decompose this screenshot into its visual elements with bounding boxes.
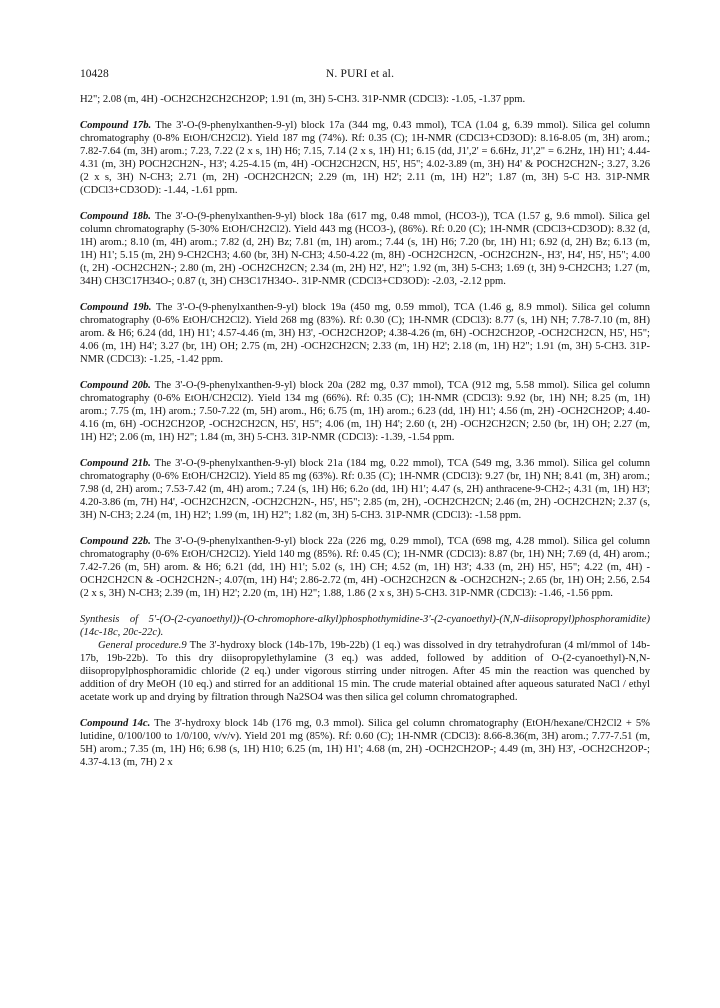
- paragraph-text: The 3'-O-(9-phenylxanthen-9-yl) block 21a (184 mg, 0.22 mmol), TCA (549 mg, 3.36 mmol). Silica gel column chromatography (0-6% EtOH/CH2Cl2). Yield 85 mg (63%). Rf: 0.35 (C); 1H-NMR (CDCl3): 9.27 (br, 1H) NH; 8.41 (m, 3H) arom.; 7.98 (d, 2H) arom.; 7.53-7.42 (m, 4H) arom.; 7.24 (s, 1H) H6; 6.2o (dd, 1H) H1'; 4.47 (s, 2H) anthracene-9-CH2-; 4.31 (m, 1H) H3'; 4.20-3.86 (m, 7H) H4', -OCH2CH2CN, -OCH2CH2N-, H5', H5"; 2.85 (m, 2H), -OCH2CH2CN; 2.46 (m, 2H) -OCH2CH2N; 2.37 (s, 3H) N-CH3; 2.24 (m, 1H) H2'; 1.99 (m, 1H) H2"; 1.82 (m, 3H) 5-CH3. 31P-NMR (CDCl3): -1.58 ppm.: [80, 458, 651, 521]
- paragraph-compound-20b: [80, 379, 650, 444]
- compound-label: Compound 20b.: [80, 380, 151, 391]
- paragraph-compound-21b: [80, 457, 650, 522]
- compound-label: Compound 18b.: [80, 211, 151, 222]
- paragraph-compound-18b: [80, 210, 650, 288]
- paragraph-text: The 3'-O-(9-phenylxanthen-9-yl) block 22a (226 mg, 0.29 mmol), TCA (698 mg, 4.28 mmol). Silica gel column chromatography (0-6% EtOH/CH2Cl2). Yield 140 mg (85%). Rf: 0.45 (C); 1H-NMR (CDCl3): 8.87 (br, 1H) NH; 7.69 (d, 4H) arom.; 7.42-7.26 (m, 5H) arom. & H6; 6.21 (dd, 1H) H1'; 5.02 (s, 1H) CH; 4.52 (m, 1H) H3'; 4.33 (m, 2H) H5', H5"; 4.22 (m, 4H) -OCH2CH2CN & -OCH2CH2N-; 4.07(m, 1H) H4'; 2.86-2.72 (m, 4H) -OCH2CH2CN & -OCH2CH2N-; 2.65 (br, 1H) OH; 2.56, 2.54 (2 x s, 3H) N-CH3; 2.39 (m, 1H) H2'; 2.20 (m, 1H) H2"; 1.88, 1.86 (2 x s, 3H) 5-CH3. 31P-NMR (CDCl3): -1.46, -1.56 ppm.: [80, 536, 651, 599]
- paragraph-text: The 3'-O-(9-phenylxanthen-9-yl) block 20a (282 mg, 0.37 mmol), TCA (912 mg, 5.58 mmol). Silica gel column chromatography (0-6% EtOH/CH2Cl2). Yield 134 mg (66%). Rf: 0.35 (C); 1H-NMR (CDCl3): 9.92 (br, 1H) NH; 8.25 (m, 1H) arom.; 7.75 (m, 1H) arom.; 7.50-7.22 (m, 5H) arom., H6; 6.75 (m, 1H) arom.; 6.23 (dd, 1H) H1'; 4.56 (m, 2H) -OCH2CH2OP; 4.40-4.16 (m, 6H) -OCH2CH2OP, -OCH2CH2CN, H5', H5"; 4.06 (m, 1H) H4'; 2.60 (t, 2H) -OCH2CH2CN; 2.50 (br, 1H) OH; 2.27 (m, 1H) H2'; 2.06 (m, 1H) H2"; 1.84 (m, 3H) 5-CH3. 31P-NMR (CDCl3): -1.39, -1.54 ppm.: [80, 380, 651, 443]
- paragraph-text: H2"; 2.08 (m, 4H) -OCH2CH2CH2CH2OP; 1.91 (m, 3H) 5-CH3. 31P-NMR (CDCl3): -1.05, -1.37 ppm.: [80, 94, 526, 105]
- paragraph-compound-19b: [80, 301, 650, 366]
- paragraph-compound-14c: [80, 717, 650, 769]
- paragraph-general-procedure: [80, 639, 650, 704]
- compound-label: Compound 14c.: [80, 718, 151, 729]
- paragraph-compound-17b: [80, 119, 650, 197]
- compound-label: Compound 22b.: [80, 536, 151, 547]
- general-procedure-label: General procedure.9: [98, 640, 187, 651]
- paragraph-text: The 3'-hydroxy block 14b (176 mg, 0.3 mmol). Silica gel column chromatography (EtOH/hexane/CH2Cl2 + 5% lutidine, 0/100/100 to 1/0/100, v/v/v). Yield 201 mg (85%). Rf: 0.60 (C); 1H-NMR (CDCl3): 8.66-8.36(m, 3H) arom.; 7.77-7.51 (m, 5H) arom.; 7.35 (m, 1H) H6; 6.98 (s, 1H) H10; 6.25 (m, 1H) H1'; 4.68 (m, 2H) -OCH2CH2OP-; 4.49 (m, 3H) H3', -OCH2CH2OP-; 4.37-4.13 (m, 7H) 2 x: [80, 718, 651, 768]
- paragraph-continuation: [80, 93, 650, 106]
- section-heading: Synthesis of 5'-(O-(2-cyanoethyl))-(O-chromophore-alkyl)phosphothymidine-3'-(2-cyanoethyl)-(N,N-diisopropyl)phosphoramidite) (14c-18c, 20c-22c).: [80, 614, 650, 638]
- paragraph-text: The 3'-O-(9-phenylxanthen-9-yl) block 19a (450 mg, 0.59 mmol), TCA (1.46 g, 8.9 mmol). Silica gel column chromatography (0-6% EtOH/CH2Cl2). Yield 268 mg (83%). Rf: 0.30 (C); 1H-NMR (CDCl3): 8.77 (s, 1H) NH; 7.78-7.10 (m, 8H) arom. & H6; 6.24 (dd, 1H) H1'; 4.57-4.46 (m, 3H) H3', -OCH2CH2OP; 4.38-4.26 (m, 6H) -OCH2CH2OP, -OCH2CH2CN, H5', H5"; 4.06 (m, 1H) H4'; 3.27 (br, 1H) OH; 2.75 (m, 2H) -OCH2CH2CN; 2.33 (m, 1H) H2'; 2.18 (m, 1H) H2"; 1.91 (m, 3H) 5-CH3. 31P-NMR (CDCl3): -1.25, -1.42 ppm.: [80, 302, 651, 365]
- paragraph-text: The 3'-hydroxy block (14b-17b, 19b-22b) (1 eq.) was dissolved in dry tetrahydrofuran (4 ml/mmol of 14b-17b, 19b-22b). To this dry diisopropylethylamine (3 eq.) was added, followed by addition of O-(2-cyanoethyl)-N,N-diisopropylphosphoramidic chloride (2 eq.) under vigorous stirring under nitrogen. After 45 min the reaction was quenched by addition of dry MeOH (10 eq.) and stirred for an additional 15 min. The crude material obtained after aqueous saturated NaCl / ethyl acetate work up and drying by filtration through Na2SO4 was then silica gel column chromatographed.: [80, 640, 650, 703]
- running-head: N. PURI et al.: [325, 68, 395, 80]
- paragraph-text: The 3'-O-(9-phenylxanthen-9-yl) block 18a (617 mg, 0.48 mmol, (HCO3-)), TCA (1.57 g, 9.6 mmol). Silica gel column chromatography (5-30% EtOH/CH2Cl2). Yield 443 mg (HCO3-), (86%). Rf: 0.20 (C); 1H-NMR (CDCl3+CD3OD): 8.32 (d, 1H) arom.; 8.10 (m, 4H) arom.; 7.82 (d, 2H) Bz; 7.81 (m, 1H) arom.; 7.44 (s, 1H) H6; 7.20 (br, 1H) H1; 6.92 (d, 2H) Bz; 6.13 (m, 1H) H1'; 5.15 (m, 2H) 9-CH2CH3; 4.60 (br, 3H) N-CH3; 4.50-4.22 (m, 8H) -OCH2CH2CN, -OCH2CH2N-, H3', H4', H5', H5"; 4.00 (t, 2H) -OCH2CH2N-; 2.80 (m, 2H) -OCH2CH2CN; 2.34 (m, 2H) H2', H2"; 1.92 (m, 3H) 5-CH3; 1.69 (t, 3H) 9-CH2CH3; 1.27 (m, 34H) CH3C17H34O-; 0.87 (t, 3H) CH3C17H34O-. 31P-NMR (CDCl3+CD3OD): -2.03, -2.12 ppm.: [80, 211, 650, 287]
- compound-label: Compound 17b.: [80, 120, 152, 131]
- compound-label: Compound 19b.: [80, 302, 152, 313]
- compound-label: Compound 21b.: [80, 458, 151, 469]
- paragraph-compound-22b: [80, 535, 650, 600]
- article-body: [80, 93, 650, 769]
- paragraph-text: The 3'-O-(9-phenylxanthen-9-yl) block 17a (344 mg, 0.43 mmol), TCA (1.04 g, 6.39 mmol). Silica gel column chromatography (0-8% EtOH/CH2Cl2). Yield 187 mg (74%). Rf: 0.35 (C); 1H-NMR (CDCl3+CD3OD): 8.16-8.05 (m, 3H) arom.; 7.82-7.64 (m, 3H) arom.; 7.23, 7.22 (2 x s, 1H) H6; 7.15, 7.14 (2 x s, 1H) H1; 6.15 (dd, J1',2' = 6.6Hz, J1',2" = 6.2Hz, 1H) H1'; 4.44-4.31 (m, 3H) POCH2CH2N-, H3'; 4.25-4.15 (m, 4H) -OCH2CH2CN, H5', H5"; 4.02-3.89 (m, 3H) H4' & POCH2CH2N-; 3.27, 3.26 (2 x s, 3H) N-CH3; 2.71 (m, 2H) -OCH2CH2CN; 2.29 (m, 1H) H2'; 2.11 (m, 1H) H2"; 1.87 (m, 3H) 5-C H3. 31P-NMR (CDCl3+CD3OD): -1.44, -1.61 ppm.: [80, 120, 651, 196]
- page-number: 10428: [80, 68, 109, 80]
